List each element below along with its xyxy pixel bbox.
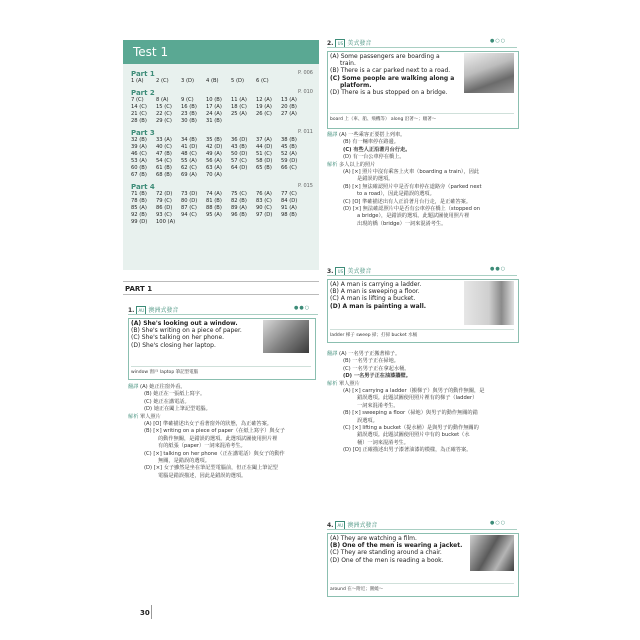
page-number-divider <box>151 605 152 619</box>
test-title-banner: Test 1 <box>123 40 319 64</box>
answer-key-cell: 59 (D) <box>281 158 298 164</box>
q3-explain-type: 單人照片 <box>339 380 360 387</box>
q4-divider <box>327 529 517 530</box>
q3-explain-line: 錯誤選項。此題試圖使用照片裡有的梯子（ladder） <box>357 395 478 402</box>
answer-key-cell: 53 (A) <box>131 158 147 164</box>
answer-key-cell: 24 (A) <box>206 111 222 117</box>
answer-key-cell: 21 (C) <box>131 111 147 117</box>
answer-key-part-title: Part 2 <box>131 89 155 97</box>
q1-explain-type: 單人照片 <box>140 413 161 420</box>
answer-key-cell: 16 (B) <box>181 104 197 110</box>
answer-key-cell: 85 (A) <box>131 205 147 211</box>
q1-tr-a: (A) 她正往窗外看。 <box>140 384 186 390</box>
q1-number: 1. <box>128 307 135 314</box>
q2-option-a: (A) Some passengers are boarding a <box>330 53 440 60</box>
q1-option-b: (B) She's writing on a piece of paper. <box>131 327 242 335</box>
answer-key-row <box>131 165 313 172</box>
answer-key-cell: 82 (B) <box>231 198 247 204</box>
answer-key-cell: 84 (D) <box>281 198 298 204</box>
answer-key-cell: 64 (D) <box>231 165 248 171</box>
accent-flag-icon: AU <box>335 521 345 530</box>
q1-explain-line: (C) [×] talking on her phone（正在講電話）與女子的動作 <box>144 450 285 457</box>
answer-key-cell: 68 (B) <box>156 172 172 178</box>
answer-key-part-title: Part 1 <box>131 70 155 78</box>
answer-key-row <box>131 219 313 226</box>
q1-difficulty-dots: ●●○ <box>294 305 311 311</box>
answer-key-cell: 83 (C) <box>256 198 272 204</box>
answer-key-cell: 77 (C) <box>281 191 297 197</box>
q3-photo <box>464 281 514 325</box>
accent-flag-icon: US <box>335 267 345 276</box>
q4-photo <box>470 535 514 571</box>
answer-key-cell: 17 (A) <box>206 104 222 110</box>
q2-translation <box>327 132 519 228</box>
q2-tr-a: (A) 一些乘客正要搭上列車。 <box>339 132 406 138</box>
q1-tr-b: (B) 她正在一張紙上寫字。 <box>144 391 206 398</box>
answer-key-cell: 38 (B) <box>281 137 297 143</box>
answer-key-part-header <box>131 89 313 97</box>
answer-key-cell: 60 (B) <box>131 165 147 171</box>
answer-key-cell: 6 (C) <box>256 78 269 84</box>
answer-key-cell: 14 (C) <box>131 104 147 110</box>
q2-tr-b: (B) 有一輛車停在路邊。 <box>343 139 399 146</box>
section-title: PART 1 <box>123 281 319 295</box>
q4-option-d: (D) One of the men is reading a book. <box>330 556 444 564</box>
q1-explain-line: (B) [×] writing on a piece of paper（在紙上寫字）與女子 <box>144 428 285 435</box>
answer-key-cell: 19 (A) <box>256 104 272 110</box>
q3-divider <box>327 275 517 276</box>
answer-key-cell: 30 (B) <box>181 118 197 124</box>
answer-key-cell: 47 (B) <box>156 151 172 157</box>
answer-key-cell: 33 (A) <box>156 137 172 143</box>
answer-key-cell: 11 (A) <box>231 97 247 103</box>
q2-option-b: (B) There is a car parked next to a road. <box>330 67 451 75</box>
answer-key-cell: 57 (C) <box>231 158 247 164</box>
answer-key-cell: 22 (C) <box>156 111 172 117</box>
answer-key-cell: 98 (B) <box>281 212 297 218</box>
answer-key-cell: 26 (C) <box>256 111 272 117</box>
answer-key-cell: 45 (B) <box>281 144 297 150</box>
q2-difficulty-dots: ●○○ <box>490 38 507 44</box>
accent-flag-icon: US <box>335 39 345 48</box>
q2-explain-label: 解析 <box>327 161 338 168</box>
q3-explain-line: 錯誤選項。此題試圖使用照片中有的 bucket（水 <box>357 432 470 439</box>
answer-key-part-header <box>131 129 313 137</box>
answer-key-cell: 67 (B) <box>131 172 147 178</box>
q3-explain-label: 解析 <box>327 380 338 387</box>
answer-key-cell: 99 (D) <box>131 219 148 225</box>
q2-translation-label: 翻譯 <box>327 132 338 138</box>
answer-key-cell: 25 (A) <box>231 111 247 117</box>
answer-key-cell: 80 (D) <box>181 198 198 204</box>
q2-explain-line: to a road），因此是錯誤的選項。 <box>357 191 435 198</box>
answer-key-cell: 13 (A) <box>281 97 297 103</box>
answer-key-cell: 1 (A) <box>131 78 144 84</box>
answer-key-cell: 65 (B) <box>256 165 272 171</box>
q2-option-d: (D) There is a bus stopped on a bridge. <box>330 89 448 97</box>
answer-key-row <box>131 111 313 118</box>
answer-key-cell: 32 (B) <box>131 137 147 143</box>
q3-option-d: (D) A man is painting a wall. <box>330 302 427 310</box>
q3-option-c: (C) A man is lifting a bucket. <box>330 295 416 303</box>
answer-key <box>131 70 313 226</box>
answer-key-cell: 66 (C) <box>281 165 297 171</box>
q2-tr-d: (D) 有一台公車停在橋上。 <box>343 154 405 161</box>
q3-explain-line: 桶）一詞來混淆考生。 <box>357 439 409 446</box>
answer-key-row <box>131 144 313 151</box>
answer-key-cell: 100 (A) <box>156 219 176 225</box>
q3-tr-d: (D) 一名男子正在油漆牆壁。 <box>343 373 411 380</box>
q3-tr-c: (C) 一名男子正在拿起水桶。 <box>343 365 410 372</box>
q4-vocab: around 在～附近；圍繞～ <box>330 583 514 592</box>
answer-key-cell: 89 (A) <box>231 205 247 211</box>
q1-explain-line: 電腦是錯誤描述，因此是錯誤的選項。 <box>158 472 247 479</box>
answer-key-cell: 69 (A) <box>181 172 197 178</box>
q2-explain-line: (C) [O] 準確描述出有人正沿著月台行走，是正確答案。 <box>343 198 472 205</box>
q3-options <box>330 281 464 310</box>
q3-explain-line: 一詞來混淆考生。 <box>357 402 399 409</box>
answer-key-cell: 95 (A) <box>206 212 222 218</box>
page-number: 30 <box>140 609 150 617</box>
answer-key-cell: 20 (B) <box>281 104 297 110</box>
answer-key-cell: 40 (C) <box>156 144 172 150</box>
answer-key-cell: 37 (A) <box>256 137 272 143</box>
answer-key-row <box>131 78 313 85</box>
answer-key-row <box>131 205 313 212</box>
q4-options <box>330 535 470 564</box>
answer-key-cell: 8 (A) <box>156 97 169 103</box>
q2-option-c: (C) Some people are walking along a <box>330 74 455 82</box>
answer-key-cell: 91 (A) <box>281 205 297 211</box>
answer-key-row <box>131 151 313 158</box>
answer-key-cell: 36 (D) <box>231 137 248 143</box>
answer-key-part-page: P. 011 <box>298 129 313 135</box>
answer-key-cell: 71 (B) <box>131 191 147 197</box>
answer-key-cell: 35 (B) <box>206 137 222 143</box>
answer-key-cell: 61 (B) <box>156 165 172 171</box>
answer-key-cell: 58 (D) <box>256 158 273 164</box>
answer-key-cell: 92 (B) <box>131 212 147 218</box>
answer-key-cell: 79 (C) <box>156 198 172 204</box>
q2-number: 2. <box>327 40 334 47</box>
answer-key-row <box>131 158 313 165</box>
answer-key-cell: 39 (A) <box>131 144 147 150</box>
q3-option-b: (B) A man is sweeping a floor. <box>330 288 420 296</box>
answer-key-part-header <box>131 183 313 191</box>
answer-key-cell: 43 (B) <box>231 144 247 150</box>
answer-key-row <box>131 104 313 111</box>
q2-vocab: board 上（車、船、飛機等） along 沿著～；順著～ <box>330 113 514 122</box>
answer-key-cell: 72 (D) <box>156 191 173 197</box>
q2-tr-c: (C) 有些人正沿著月台行走。 <box>343 146 411 153</box>
answer-key-cell: 7 (C) <box>131 97 144 103</box>
q1-tr-c: (C) 她正在講電話。 <box>144 398 190 405</box>
q1-explain-line: (D) [×] 女子雖然是坐在筆記型電腦前，但正在闔上筆記型 <box>144 465 278 472</box>
q1-explain-label: 解析 <box>128 413 139 420</box>
answer-key-cell: 3 (D) <box>181 78 194 84</box>
answer-key-cell: 78 (B) <box>131 198 147 204</box>
q3-translation-label: 翻譯 <box>327 351 338 357</box>
answer-key-part-page: P. 010 <box>298 89 313 95</box>
answer-key-row <box>131 191 313 198</box>
q1-options <box>131 320 261 349</box>
answer-key-cell: 29 (C) <box>156 118 172 124</box>
q1-option-d: (D) She's closing her laptop. <box>131 341 216 349</box>
answer-key-cell: 62 (C) <box>181 165 197 171</box>
q1-divider <box>128 314 318 315</box>
answer-key-cell: 42 (D) <box>206 144 223 150</box>
q2-option-a-cont: train. <box>340 60 356 68</box>
q1-translation-label: 翻譯 <box>128 384 139 390</box>
q2-explain-line: (D) [×] 無法確認照片中是否有公車停在橋上（stopped on <box>343 206 481 213</box>
q1-vocab: window 窗戶 laptop 筆記型電腦 <box>131 366 311 375</box>
q2-explain-line: a bridge），是錯誤的選項。此題試圖使用照片裡 <box>357 213 470 220</box>
answer-key-row <box>131 118 313 125</box>
answer-key-cell: 15 (C) <box>156 104 172 110</box>
q3-number: 3. <box>327 268 334 275</box>
q4-option-a: (A) They are watching a film. <box>330 535 417 542</box>
q2-options <box>330 53 464 96</box>
answer-key-cell: 63 (A) <box>206 165 222 171</box>
answer-key-cell: 81 (B) <box>206 198 222 204</box>
q1-explain-line: 的動作無關，是錯誤的選項。此選項試圖使用照片裡 <box>158 435 278 442</box>
answer-key-cell: 2 (C) <box>156 78 169 84</box>
answer-key-cell: 86 (D) <box>156 205 173 211</box>
answer-key-cell: 76 (A) <box>256 191 272 197</box>
answer-key-cell: 9 (C) <box>181 97 194 103</box>
q3-vocab: ladder 梯子 sweep 掃；打掃 bucket 水桶 <box>330 329 514 338</box>
q4-number: 4. <box>327 522 334 529</box>
answer-key-cell: 52 (A) <box>281 151 297 157</box>
answer-key-cell: 27 (A) <box>281 111 297 117</box>
accent-flag-icon: AU <box>136 306 146 315</box>
q3-option-a: (A) A man is carrying a ladder. <box>330 281 422 288</box>
q2-accent: 美式發音 <box>347 40 372 47</box>
answer-key-row <box>131 198 313 205</box>
q2-explain-line: 出現的橋（bridge）一詞來混淆考生。 <box>357 220 447 227</box>
answer-key-cell: 74 (A) <box>206 191 222 197</box>
answer-key-cell: 93 (C) <box>156 212 172 218</box>
answer-key-cell: 10 (B) <box>206 97 222 103</box>
answer-key-part-title: Part 4 <box>131 183 155 191</box>
q3-explain-line: 誤選項。 <box>357 417 378 424</box>
answer-key-cell: 96 (B) <box>231 212 247 218</box>
answer-key-row <box>131 172 313 179</box>
q3-tr-a: (A) 一名男子正搬著梯子。 <box>339 351 401 357</box>
answer-key-cell: 75 (C) <box>231 191 247 197</box>
answer-key-cell: 31 (B) <box>206 118 222 124</box>
answer-key-part-title: Part 3 <box>131 129 155 137</box>
q2-explain-line: (A) [×] 照片中沒有乘客上火車（boarding a train），因此 <box>343 169 480 176</box>
q4-difficulty-dots: ●○○ <box>490 520 507 526</box>
q2-explain-line: 是錯誤的選項。 <box>357 176 394 183</box>
q1-photo <box>263 320 309 353</box>
answer-key-row <box>131 212 313 219</box>
answer-key-cell: 88 (B) <box>206 205 222 211</box>
answer-key-cell: 41 (D) <box>181 144 198 150</box>
q2-option-c-cont: platform. <box>340 81 372 89</box>
q1-translation <box>128 384 318 480</box>
answer-key-cell: 70 (A) <box>206 172 222 178</box>
answer-key-cell: 23 (B) <box>181 111 197 117</box>
answer-key-cell: 34 (B) <box>181 137 197 143</box>
answer-key-cell: 90 (C) <box>256 205 272 211</box>
q4-accent: 澳洲式發音 <box>347 522 378 529</box>
answer-key-cell: 18 (C) <box>231 104 247 110</box>
answer-key-cell: 97 (D) <box>256 212 273 218</box>
answer-key-part-header <box>131 70 313 78</box>
answer-key-cell: 28 (B) <box>131 118 147 124</box>
answer-key-row <box>131 137 313 144</box>
answer-key-cell: 4 (B) <box>206 78 219 84</box>
q3-difficulty-dots: ●●○ <box>490 266 507 272</box>
q1-explain-line: 無關，是錯誤的選項。 <box>158 458 210 465</box>
q3-explain-line: (B) [×] sweeping a floor（掃地）與男子的動作無關的錯 <box>343 410 478 417</box>
answer-key-cell: 54 (C) <box>156 158 172 164</box>
q2-divider <box>327 47 517 48</box>
answer-key-cell: 56 (A) <box>206 158 222 164</box>
answer-key-cell: 55 (A) <box>181 158 197 164</box>
q2-explain-line: (B) [×] 無法確認照片中是否有車停在道路旁（parked next <box>343 183 482 190</box>
q3-explain-line: (C) [×] lifting a bucket（提水桶）是與男子的動作無關的 <box>343 425 479 432</box>
q3-tr-b: (B) 一名男子正在掃地。 <box>343 358 399 365</box>
q2-photo <box>464 53 514 93</box>
q4-option-b: (B) One of the men is wearing a jacket. <box>330 542 463 550</box>
answer-key-part-page: P. 015 <box>298 183 313 189</box>
answer-key-cell: 50 (D) <box>231 151 248 157</box>
q1-option-a: (A) She's looking out a window. <box>131 320 238 327</box>
answer-key-cell: 12 (A) <box>256 97 272 103</box>
answer-key-cell: 87 (C) <box>181 205 197 211</box>
answer-key-cell: 73 (D) <box>181 191 198 197</box>
answer-key-cell: 44 (D) <box>256 144 273 150</box>
q3-explain-line: (A) [×] carrying a ladder（搬梯子）與男子的動作無關，是 <box>343 388 485 395</box>
answer-key-cell: 5 (D) <box>231 78 244 84</box>
q3-explain-line: (D) [O] 正確描述出男子漆著油漆的模樣，為正確答案。 <box>343 447 472 454</box>
q4-option-c: (C) They are standing around a chair. <box>330 549 442 557</box>
answer-key-cell: 94 (C) <box>181 212 197 218</box>
answer-key-cell: 46 (C) <box>131 151 147 157</box>
answer-key-part-page: P. 006 <box>298 70 313 76</box>
q2-explain-type: 多人以上的照片 <box>339 161 376 168</box>
q3-accent: 美式發音 <box>347 268 372 275</box>
q1-tr-d: (D) 她正在闔上筆記型電腦。 <box>144 406 211 413</box>
q3-translation <box>327 351 519 455</box>
q1-option-c: (C) She's talking on her phone. <box>131 334 225 342</box>
answer-key-cell: 49 (A) <box>206 151 222 157</box>
answer-key-cell: 51 (C) <box>256 151 272 157</box>
answer-key-row <box>131 97 313 104</box>
q1-explain-line: (A) [O] 準確描述出女子看著窗外的狀態，為正確答案。 <box>144 421 272 428</box>
q1-explain-line: 有的紙張（paper）一詞來混淆考生。 <box>158 443 246 450</box>
q1-accent: 澳洲式發音 <box>148 307 179 314</box>
answer-key-cell: 48 (C) <box>181 151 197 157</box>
